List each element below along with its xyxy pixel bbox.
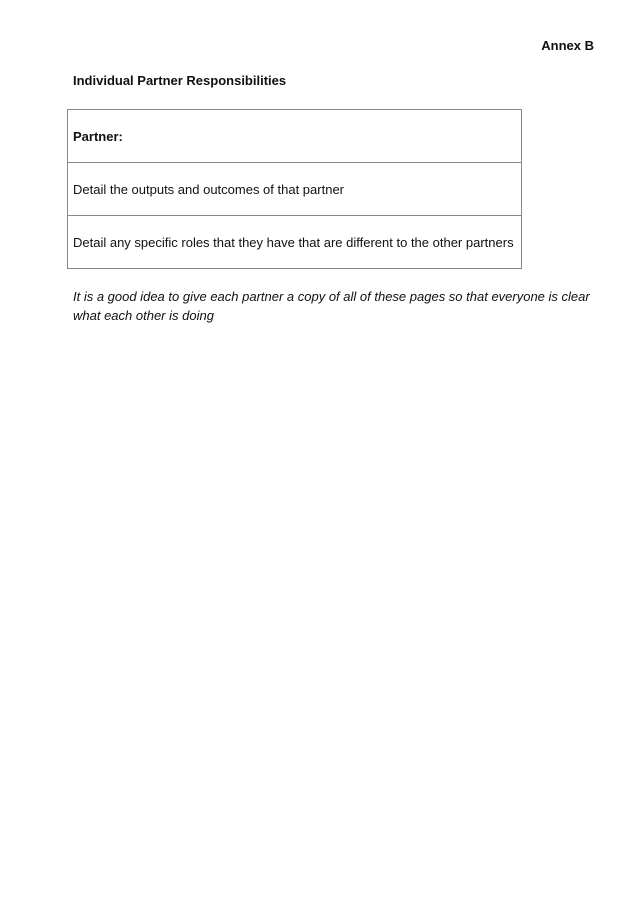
guidance-note: It is a good idea to give each partner a copy of all of these pages so that everyone is clear what each other is doing bbox=[73, 289, 590, 323]
page-title: Individual Partner Responsibilities bbox=[73, 73, 287, 88]
partner-table bbox=[67, 109, 522, 269]
row-label: Partner: bbox=[73, 128, 123, 144]
table-row-outputs[interactable] bbox=[68, 163, 521, 216]
row-label: Detail any specific roles that they have that are different to the other partners bbox=[73, 234, 514, 250]
table-row-roles[interactable] bbox=[68, 216, 521, 268]
row-label: Detail the outputs and outcomes of that partner bbox=[73, 181, 345, 197]
annex-label: Annex B bbox=[541, 38, 594, 53]
table-row-partner[interactable] bbox=[68, 110, 521, 163]
